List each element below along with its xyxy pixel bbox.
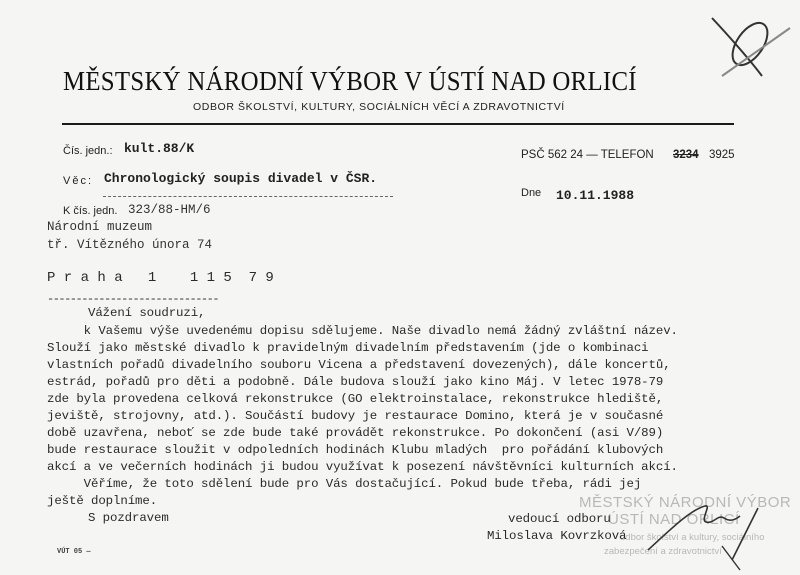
body-line: jeviště, strojovny, atd.). Součástí budovy je restaurace Domino, která je v současné bbox=[47, 409, 664, 423]
body-line: bude restaurace sloužit v odpoledních hodinách Klubu mladých pro pořádání klubových bbox=[47, 443, 664, 457]
k-cis-jedn-value: 323/88-HM/6 bbox=[128, 203, 211, 217]
signature-name: Miloslava Kovrzková bbox=[487, 529, 627, 543]
salutation: Vážení soudruzi, bbox=[88, 306, 206, 320]
recipient-city: P r a h a 1 1 1 5 7 9 bbox=[47, 270, 274, 286]
stamp-line-2: ÚSTÍ NAD ORLICÍ bbox=[608, 511, 740, 528]
stamp-line-4: zabezpečení a zdravotnictví bbox=[604, 546, 722, 557]
recipient-line-1: Národní muzeum bbox=[47, 220, 153, 234]
letterhead-title: MĚSTSKÝ NÁRODNÍ VÝBOR V ÚSTÍ NAD ORLICÍ bbox=[63, 66, 637, 96]
body-line: vlastních pořadů divadelního souboru Vicena a představení dovezených), dále koncertů, bbox=[47, 358, 671, 372]
body-line: estrád, pořadů pro děti a podobně. Dále budova slouží jako kino Máj. V letec 1978-79 bbox=[47, 375, 664, 389]
signature-role: vedoucí odboru bbox=[508, 512, 611, 526]
body-line: Slouží jako městské divadlo k pravidelným divadelním představením (jde o kombinaci bbox=[47, 341, 649, 355]
stamp-line-3: odbor školství a kultury, sociálního bbox=[620, 532, 765, 543]
body-line: zde byla provedena celková rekonstrukce (GO elektroinstalace, rekonstrukce hlediště, bbox=[47, 392, 664, 406]
vec-value: Chronologický soupis divadel v ČSR. bbox=[104, 171, 378, 186]
telefon-struck-number: 3234 bbox=[673, 149, 699, 161]
dne-label: Dne bbox=[521, 187, 542, 199]
telefon-number: 3925 bbox=[709, 149, 735, 161]
closing: S pozdravem bbox=[88, 511, 169, 525]
body-line: k Vašemu výše uvedenému dopisu sdělujeme. Naše divadlo nemá žádný zvláštní název. bbox=[47, 324, 678, 338]
vec-underline bbox=[103, 196, 393, 197]
handwritten-check-mark-icon bbox=[700, 10, 800, 80]
psc-telefon-label: PSČ 562 24 — TELEFON bbox=[521, 149, 654, 161]
cis-jedn-value: kult.88/K bbox=[124, 141, 195, 156]
vec-label: Věc: bbox=[63, 175, 94, 187]
recipient-underline: ------------------------------ bbox=[47, 292, 219, 306]
form-code: VÚT 05 — bbox=[57, 548, 91, 556]
date-value: 10.11.1988 bbox=[556, 188, 635, 203]
body-line: akcí a ve večerních hodinách ji budou využívat k posezení návštěvníci kulturních akcí. bbox=[47, 460, 678, 474]
k-cis-jedn-label: K čís. jedn. bbox=[63, 205, 118, 217]
body-line: Věříme, že toto sdělení bude pro Vás dostačující. Pokud bude třeba, rádi jej bbox=[47, 477, 642, 491]
cis-jedn-label: Čís. jedn.: bbox=[63, 145, 113, 157]
handwritten-signature-icon bbox=[640, 500, 780, 575]
letterhead-subtitle: ODBOR ŠKOLSTVÍ, KULTURY, SOCIÁLNÍCH VĚCÍ A ZDRAVOTNICTVÍ bbox=[193, 101, 565, 113]
stamp-line-1: MĚSTSKÝ NÁRODNÍ VÝBOR bbox=[579, 494, 792, 511]
body-line: době uzavřena, neboť se zde bude také provádět rekonstrukce. Po dokončení (asi V/89) bbox=[47, 426, 664, 440]
letterhead-rule bbox=[62, 123, 734, 125]
body-line: ještě doplníme. bbox=[47, 494, 158, 508]
recipient-line-2: tř. Vítězného února 74 bbox=[47, 238, 213, 252]
